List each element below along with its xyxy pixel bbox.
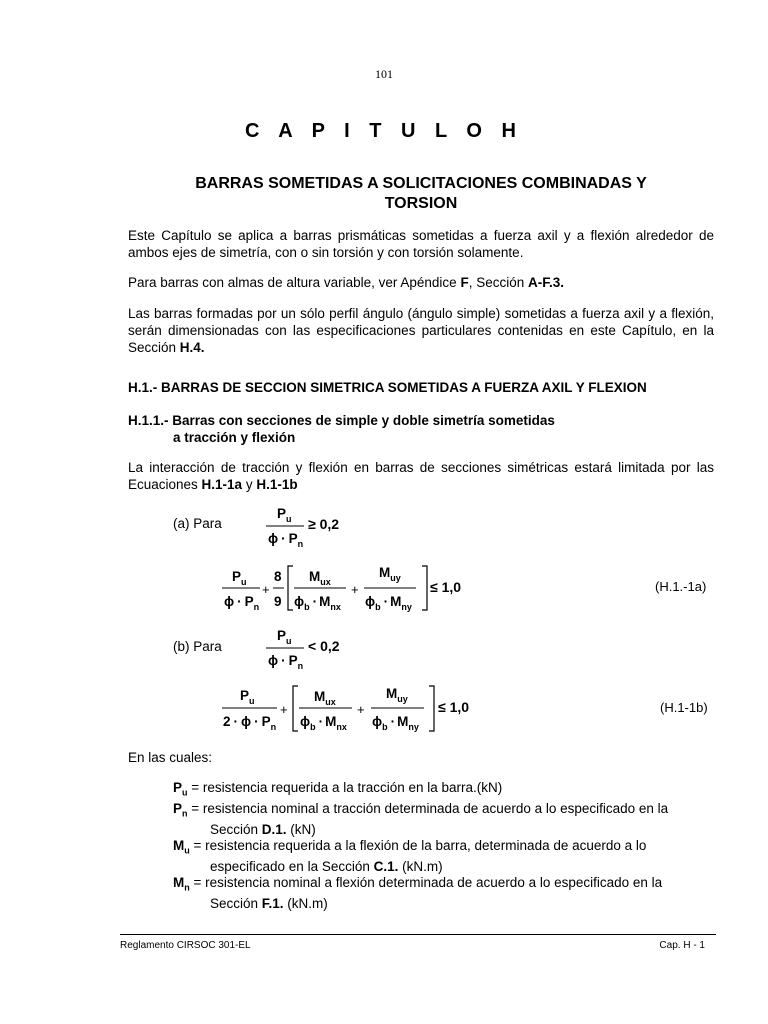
eq-b-num-Mux: $M_{ux}$ — [314, 689, 336, 707]
appendix-text-mid: , Sección — [468, 275, 528, 290]
eq-b-left-bracket — [293, 686, 298, 731]
definition-item — [173, 875, 714, 912]
eq-ref-b: H.1-1b — [256, 477, 298, 492]
numerator-P-b: $P_u$ — [277, 628, 292, 646]
eq-a-eight: 8 — [274, 569, 282, 584]
intro-paragraph: Este Capítulo se aplica a barras prismáticas sometidas a fuerza axil y a flexión alrededor de ambos ejes de simetría, con o sin torsión y con torsión solamente. — [128, 228, 714, 260]
eq-a-den-Mnx: $\phi_b \cdot M_{nx}$ — [294, 594, 341, 612]
case-b-condition: < 0,2 — [308, 638, 340, 654]
page-number: 101 — [375, 67, 393, 81]
eq-b-plus-1: + — [280, 702, 288, 717]
eq-b-label: (H.1-1b) — [660, 700, 708, 715]
eq-a-num-Muy: $M_{uy}$ — [379, 565, 401, 583]
def-text: = resistencia nominal a flexión determinada de acuerdo a lo especificado en la — [189, 874, 663, 890]
eq-a-right-bracket — [422, 566, 427, 610]
angle-ref: H.4. — [179, 340, 205, 355]
case-a-fraction — [266, 506, 304, 549]
def-text: = resistencia requerida a la tracción en la barra.(kN) — [187, 780, 503, 795]
def-symbol: $P_u$ — [173, 780, 188, 798]
case-a-condition: ≥ 0,2 — [308, 516, 340, 532]
def-text-line2: Sección F.1. (kN.m) — [210, 895, 328, 911]
def-text-line2: Sección D.1. (kN) — [210, 822, 316, 838]
eq-a-den-Mny: $\phi_b \cdot M_{ny}$ — [365, 594, 412, 612]
eq-a-plus-2: + — [351, 582, 359, 597]
eq-a-plus-1: + — [262, 582, 270, 597]
numerator-P: $P_u$ — [277, 506, 292, 524]
en-las-cuales: En las cuales: — [128, 750, 213, 765]
footer-rule — [120, 934, 716, 935]
def-text: = resistencia nominal a tracción determinada de acuerdo a lo especificado en la — [187, 801, 669, 817]
eq-a-limit: ≤ 1,0 — [430, 579, 462, 595]
definitions-list — [173, 780, 714, 911]
footer-right: Cap. H - 1 — [659, 940, 705, 951]
equation-h1-1b — [222, 686, 469, 732]
section-h1-heading: H.1.- BARRAS DE SECCION SIMETRICA SOMETIDAS A FUERZA AXIL Y FLEXION — [128, 380, 647, 395]
def-text: = resistencia requerida a la flexión de la barra, determinada de acuerdo a lo — [189, 837, 647, 853]
appendix-text-pre: Para barras con almas de altura variable, ver Apéndice — [128, 275, 461, 290]
eq-b-num-Muy: $M_{uy}$ — [386, 686, 408, 704]
eq-a-left-bracket — [288, 566, 293, 610]
case-b-fraction — [266, 628, 304, 671]
eq-a-nine: 9 — [274, 594, 282, 609]
definition-item — [173, 801, 714, 838]
eq-b-num-P: $P_u$ — [240, 688, 255, 706]
interaction-text: La interacción de tracción y flexión en barras de secciones simétricas estará limitada por las Ecuaciones — [128, 460, 714, 492]
eq-a-den-phiPn: $\phi \cdot P_n$ — [224, 594, 260, 612]
def-symbol: $P_n$ — [173, 801, 188, 819]
section-h11-line1: H.1.1.- Barras con secciones de simple y doble simetría sometidas — [128, 413, 555, 428]
def-text-line2: especificado en la Sección C.1. (kN.m) — [210, 859, 443, 875]
interaction-text-mid: y — [242, 477, 257, 492]
def-symbol: $M_n$ — [173, 874, 190, 893]
chapter-title-line1: BARRAS SOMETIDAS A SOLICITACIONES COMBINADAS Y — [195, 175, 647, 192]
footer-left: Reglamento CIRSOC 301-EL — [120, 940, 251, 951]
definition-item — [173, 780, 714, 801]
case-b-label: (b) Para — [173, 639, 222, 654]
eq-b-den-Mnx: $\phi_b \cdot M_{nx}$ — [300, 714, 347, 732]
section-h11-line2: a tracción y flexión — [173, 430, 296, 445]
denominator-phiPn: $\phi \cdot P_n$ — [268, 531, 304, 549]
appendix-ref: F — [460, 275, 469, 290]
eq-b-den-Mny: $\phi_b \cdot M_{ny}$ — [372, 714, 419, 732]
chapter-title-line2: TORSION — [384, 195, 458, 212]
def-symbol: $M_u$ — [173, 837, 190, 856]
eq-a-label: (H.1.-1a) — [655, 579, 707, 594]
angle-text: Las barras formadas por un sólo perfil ángulo (ángulo simple) sometidas a fuerza axil y a flexión, serán dimensionadas con las especificaciones particulares contenidas en este Capítulo, en la Sección — [128, 306, 714, 355]
eq-b-limit: ≤ 1,0 — [438, 699, 470, 715]
eq-a-num-Mux: $M_{ux}$ — [309, 569, 331, 587]
eq-b-den-2phiPn: $2 \cdot \phi \cdot P_n$ — [223, 714, 277, 732]
definition-item — [173, 838, 714, 875]
section-ref: A-F.3. — [527, 275, 564, 290]
denominator-phiPn-b: $\phi \cdot P_n$ — [268, 653, 304, 671]
eq-b-right-bracket — [429, 686, 434, 731]
eq-a-num-P: $P_u$ — [232, 569, 247, 587]
chapter-heading: C A P I T U L O H — [245, 120, 523, 142]
case-a-label: (a) Para — [173, 516, 222, 531]
eq-ref-a: H.1-1a — [201, 477, 243, 492]
eq-b-plus-2: + — [357, 702, 365, 717]
equation-h1-1a — [222, 565, 461, 612]
